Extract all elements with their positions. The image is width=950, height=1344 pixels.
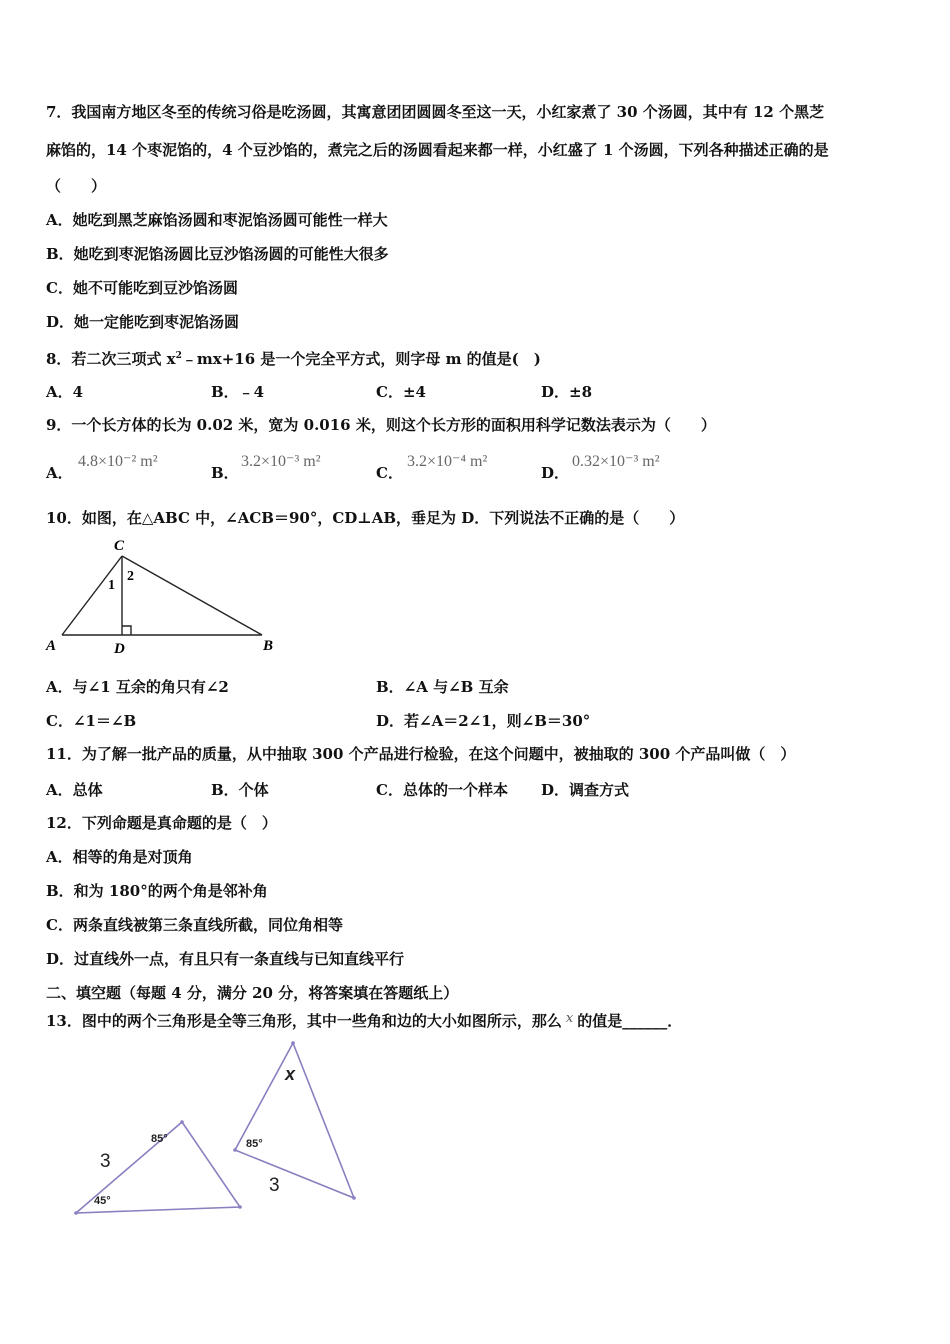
q12-stem: 12．下列命题是真命题的是（ ） bbox=[46, 814, 277, 832]
q11-option-d: D．调查方式 bbox=[541, 781, 630, 799]
q11-option-c: C．总体的一个样本 bbox=[376, 781, 508, 799]
q12-option-d: D．过直线外一点，有且只有一条直线与已知直线平行 bbox=[46, 950, 405, 968]
q9-option-a-value: 4.8×10⁻² m² bbox=[78, 453, 158, 470]
q7-stem-line1: 7．我国南方地区冬至的传统习俗是吃汤圆，其寓意团团圆圆冬至这一天，小红家煮了 30 个汤圆，其中有 12 个黑芝 bbox=[46, 103, 825, 121]
q7-option-c: C．她不可能吃到豆沙馅汤圆 bbox=[46, 279, 238, 297]
q9-option-d-label: D． bbox=[541, 464, 570, 482]
q8-option-a: A．4 bbox=[46, 383, 84, 401]
right-angle-label: 85° bbox=[246, 1138, 263, 1150]
q9-option-d-value: 0.32×10⁻³ m² bbox=[572, 453, 660, 470]
label-a: A bbox=[46, 638, 57, 654]
right-side-label: 3 bbox=[269, 1175, 280, 1196]
q12-option-b: B．和为 180°的两个角是邻补角 bbox=[46, 882, 268, 900]
section-2-heading: 二、填空题（每题 4 分，满分 20 分，将答案填在答题纸上） bbox=[46, 984, 459, 1002]
q9-stem: 9．一个长方体的长为 0.02 米，宽为 0.016 米，则这个长方形的面积用科学记数法表示为（ ） bbox=[46, 416, 716, 434]
side-ac bbox=[62, 556, 122, 635]
label-angle-2: 2 bbox=[127, 569, 134, 584]
q10-stem: 10．如图，在△ABC 中，∠ACB＝90°，CD⊥AB，垂足为 D．下列说法不正确的是（ ） bbox=[46, 509, 685, 527]
q7-stem-line2: 麻馅的，14 个枣泥馅的，4 个豆沙馅的，煮完之后的汤圆看起来都一样，小红盛了 1 个汤圆，下列各种描述正确的是 bbox=[46, 141, 829, 159]
q9-option-b-value: 3.2×10⁻³ m² bbox=[241, 453, 321, 470]
q7-answer-blank: （ ） bbox=[46, 177, 107, 195]
q13-stem: 13．图中的两个三角形是全等三角形，其中一些角和边的大小如图所示，那么 x 的值是______． bbox=[46, 1011, 683, 1030]
q9-option-a-label: A． bbox=[46, 464, 73, 482]
q12-option-c: C．两条直线被第三条直线所截，同位角相等 bbox=[46, 916, 343, 934]
q13-congruent-triangles-figure bbox=[60, 1036, 370, 1226]
q10-option-b: B．∠A 与∠B 互余 bbox=[376, 678, 509, 696]
label-d: D bbox=[114, 641, 125, 657]
q11-stem: 11．为了解一批产品的质量，从中抽取 300 个产品进行检验，在这个问题中，被抽取的 300 个产品叫做（ ） bbox=[46, 745, 796, 763]
q10-option-d: D．若∠A＝2∠1，则∠B＝30° bbox=[376, 712, 591, 730]
q8-option-d: D．±8 bbox=[541, 383, 593, 401]
q8-stem: 8．若二次三项式 $x^2﹣mx+16$ 是一个完全平方式，则字母 m 的值是( ) bbox=[46, 350, 541, 368]
label-angle-1: 1 bbox=[108, 578, 115, 593]
q7-option-b: B．她吃到枣泥馅汤圆比豆沙馅汤圆的可能性大很多 bbox=[46, 245, 389, 263]
label-b: B bbox=[263, 638, 274, 654]
left-side-label: 3 bbox=[100, 1151, 111, 1172]
q11-option-a: A．总体 bbox=[46, 781, 103, 799]
q12-option-a: A．相等的角是对顶角 bbox=[46, 848, 193, 866]
q8-option-b: B．﹣4 bbox=[211, 383, 265, 401]
q9-option-b-label: B． bbox=[211, 464, 239, 482]
q10-option-c: C．∠1＝∠B bbox=[46, 712, 137, 730]
q10-triangle-figure bbox=[40, 534, 290, 660]
q7-option-a: A．她吃到黑芝麻馅汤圆和枣泥馅汤圆可能性一样大 bbox=[46, 211, 388, 229]
q7-option-d: D．她一定能吃到枣泥馅汤圆 bbox=[46, 313, 240, 331]
q10-option-a: A．与∠1 互余的角只有∠2 bbox=[46, 678, 229, 696]
q8-option-c: C．±4 bbox=[376, 383, 426, 401]
side-cb bbox=[122, 556, 262, 635]
right-angle-mark bbox=[122, 626, 131, 635]
left-top-angle: 85° bbox=[151, 1133, 168, 1145]
label-c: C bbox=[114, 538, 125, 554]
q11-option-b: B．个体 bbox=[211, 781, 269, 799]
q9-option-c-label: C． bbox=[376, 464, 403, 482]
right-x-label: x bbox=[285, 1064, 296, 1084]
q9-option-c-value: 3.2×10⁻⁴ m² bbox=[407, 453, 488, 470]
left-bottom-angle: 45° bbox=[94, 1195, 111, 1207]
